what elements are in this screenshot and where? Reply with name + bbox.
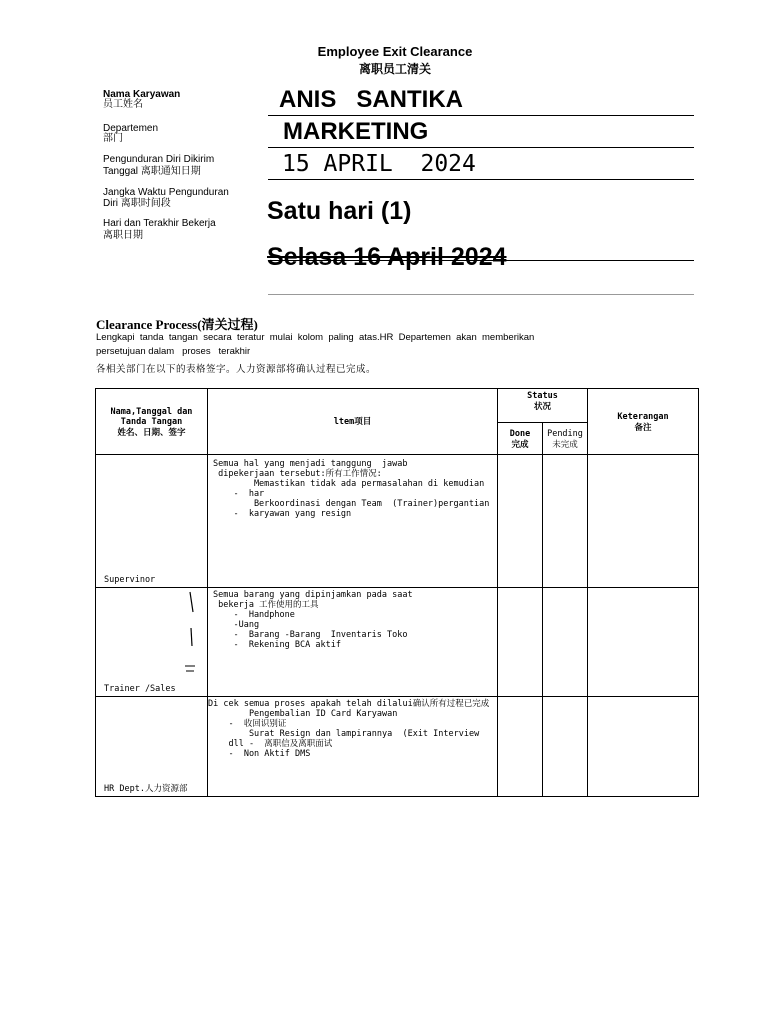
header-done-cn: 完成 xyxy=(511,438,529,449)
label-resign-date-2: Tanggal 离职通知日期 xyxy=(103,166,201,177)
row-signatory: Trainer /Sales xyxy=(96,588,208,697)
value-last-day: Selasa 16 April 2024 xyxy=(267,243,507,271)
row-done-cell[interactable] xyxy=(498,455,543,588)
row-notes-cell[interactable] xyxy=(588,455,699,588)
table-row xyxy=(96,697,699,797)
header-pending-cn: 未完成 xyxy=(552,438,578,449)
label-employee-name-cn: 员工姓名 xyxy=(103,99,143,110)
value-resign-period: Satu hari (1) xyxy=(267,197,412,225)
divider-line xyxy=(268,294,694,295)
row-signatory: HR Dept.人力资源部 xyxy=(96,697,208,797)
row-pending-cell[interactable] xyxy=(543,588,588,697)
process-desc-2: persetujuan dalam proses terakhir xyxy=(96,346,251,357)
header-notes-col: Keterangan 备注 xyxy=(588,389,699,455)
value-department: MARKETING xyxy=(283,118,429,145)
header-pending-col: Pending 未完成 xyxy=(543,423,588,455)
row-signatory: Supervinor xyxy=(96,455,208,588)
label-resign-date-cn: 离职通知日期 xyxy=(140,166,201,177)
label-employee-name: Nama Karyawan xyxy=(103,89,181,100)
header-status-col: Status 状况 xyxy=(498,389,588,423)
header-name-col: Nama,Tanggal dan Tanda Tangan 姓名、日期、签字 xyxy=(96,389,208,455)
row-items: Semua hal yang menjadi tanggung jawab dipekerjaan tersebut:所有工作情况: Memastikan tidak ada permasalahan di kemudian - har Berkoordinasi dengan Team (Trainer)pergantian - karyawan yang resign xyxy=(208,455,498,588)
line-last-day xyxy=(268,260,694,261)
label-last-day-cn: 离职日期 xyxy=(103,230,143,241)
label-resign-date: Pengunduran Diri Dikirim xyxy=(103,154,215,165)
form-title: Employee Exit Clearance xyxy=(317,44,473,59)
label-department: Departemen xyxy=(103,123,159,134)
label-department-cn: 部门 xyxy=(103,133,123,144)
value-resign-date: 15 APRIL 2024 xyxy=(282,151,476,177)
form-title-cn: 离职员工清关 xyxy=(358,62,431,76)
label-resign-period-2: Diri 离职时间段 xyxy=(103,198,171,209)
label-resign-period-cn: 离职时间段 xyxy=(120,198,171,209)
label-last-day: Hari dan Terakhir Bekerja xyxy=(103,218,216,229)
label-resign-period: Jangka Waktu Pengunduran xyxy=(103,187,229,198)
line-resign-date xyxy=(268,179,694,180)
process-desc-1: Lengkapi tanda tangan secara teratur mulai kolom paling atas.HR Departemen akan memberikan xyxy=(96,332,535,343)
row-items: Semua barang yang dipinjamkan pada saat bekerja 工作使用的工具 - Handphone -Uang - Barang -Barang Inventaris Toko - Rekening BCA aktif xyxy=(208,588,498,697)
line-department xyxy=(268,147,694,148)
table-row xyxy=(96,455,699,588)
line-employee-name xyxy=(268,115,694,116)
signature-mark xyxy=(176,590,206,678)
header-done-col: Done 完成 xyxy=(498,423,543,455)
header-name-col-cn: 姓名、日期、签字 xyxy=(117,426,186,437)
row-done-cell[interactable] xyxy=(498,697,543,797)
row-notes-cell[interactable] xyxy=(588,697,699,797)
row-done-cell[interactable] xyxy=(498,588,543,697)
row-items: Di cek semua proses apakah telah dilalui确认所有过程已完成 Pengembalian ID Card Karyawan - 收回识别证 Surat Resign dan lampirannya (Exit Interview dll - 离职信及离职面试 - Non Aktif DMS xyxy=(208,697,498,797)
header-status-cn: 状况 xyxy=(533,401,551,411)
row-pending-cell[interactable] xyxy=(543,455,588,588)
header-notes-cn: 备注 xyxy=(634,421,652,432)
value-employee-name: ANIS SANTIKA xyxy=(279,86,464,113)
header-item-col: ltem项目 xyxy=(208,389,498,455)
process-desc-cn: 各相关部门在以下的表格签字。人力资源部将确认过程已完成。 xyxy=(96,365,377,375)
process-heading: Clearance Process(清关过程) xyxy=(96,317,258,332)
table-row xyxy=(96,588,699,697)
clearance-table xyxy=(95,388,699,797)
row-notes-cell[interactable] xyxy=(588,588,699,697)
row-pending-cell[interactable] xyxy=(543,697,588,797)
